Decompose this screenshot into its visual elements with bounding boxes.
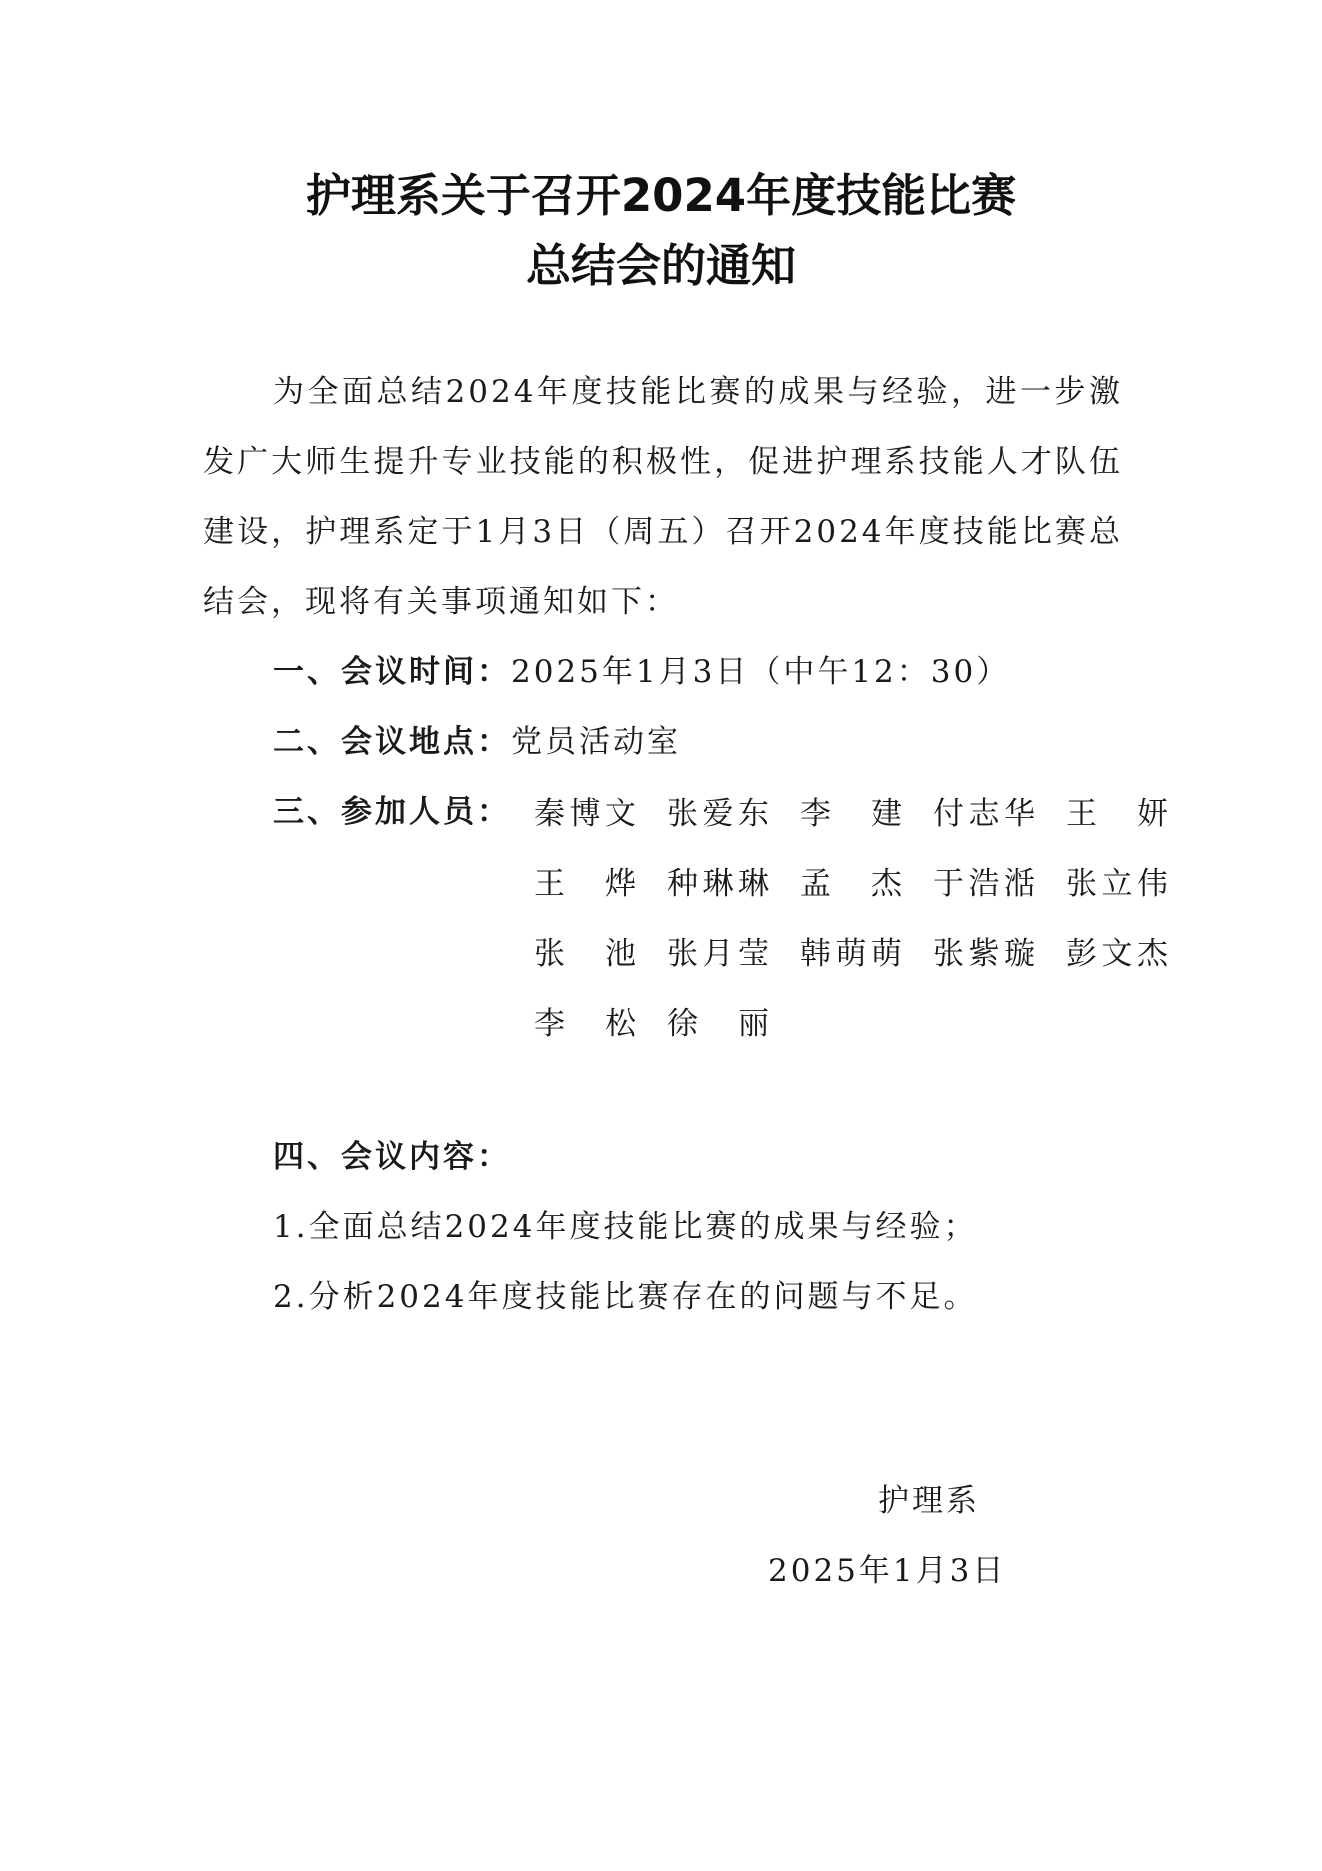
signature-date: 2025年1月3日 [768,1553,1007,1589]
attendee-name: 张 月 莹 [667,936,769,972]
attendee-name: 秦 博 文 [534,796,636,832]
attendee-name: 王 妍 [1066,796,1168,832]
meeting-time-value: 2025年1月3日（中午12：30） [511,654,1011,690]
attendee-name: 彭 文 杰 [1066,936,1168,972]
intro-paragraph: 为全面总结2024年度技能比赛的成果与经验，进一步激发广大师生提升专业技能的积极性，促进护理系技能人才队伍建设，护理系定于1月3日（周五）召开2024年度技能比赛总结会，现将有关事项通知如下： [203,374,1123,620]
attendee-name: 张 立 伟 [1066,866,1168,902]
content-label: 四、会议内容： [273,1139,511,1175]
attendee-name: 徐 丽 [667,1006,769,1042]
meeting-time-label: 一、会议时间： [273,654,511,690]
attendee-name: 李 建 [800,796,902,832]
content-item-2: 2.分析2024年度技能比赛存在的问题与不足。 [273,1279,978,1315]
signature-organization: 护理系 [878,1483,980,1519]
attendees-label: 三、参加人员： [273,794,511,830]
attendee-name: 于 浩 湉 [933,866,1035,902]
attendee-name: 种 琳 琳 [667,866,769,902]
attendee-name: 王 烨 [534,866,636,902]
content-item-1: 1.全面总结2024年度技能比赛的成果与经验； [273,1209,978,1245]
content-heading [273,1122,511,1192]
title-line-1: 护理系关于召开2024年度技能比赛 [305,169,1017,222]
attendee-name: 孟 杰 [800,866,902,902]
meeting-place-value: 党员活动室 [511,724,681,760]
attendee-name: 韩 萌 萌 [800,936,902,972]
meeting-place [273,707,681,777]
attendees-heading [273,777,511,847]
attendee-name: 付 志 华 [933,796,1035,832]
attendee-list [534,779,1199,1059]
attendee-name: 张 池 [534,936,636,972]
attendee-name: 张 紫 璇 [933,936,1035,972]
meeting-place-label: 二、会议地点： [273,724,511,760]
meeting-time [273,637,1010,707]
attendee-name: 李 松 [534,1006,636,1042]
attendee-name: 张 爱 东 [667,796,769,832]
title-line-2: 总结会的通知 [525,239,796,292]
